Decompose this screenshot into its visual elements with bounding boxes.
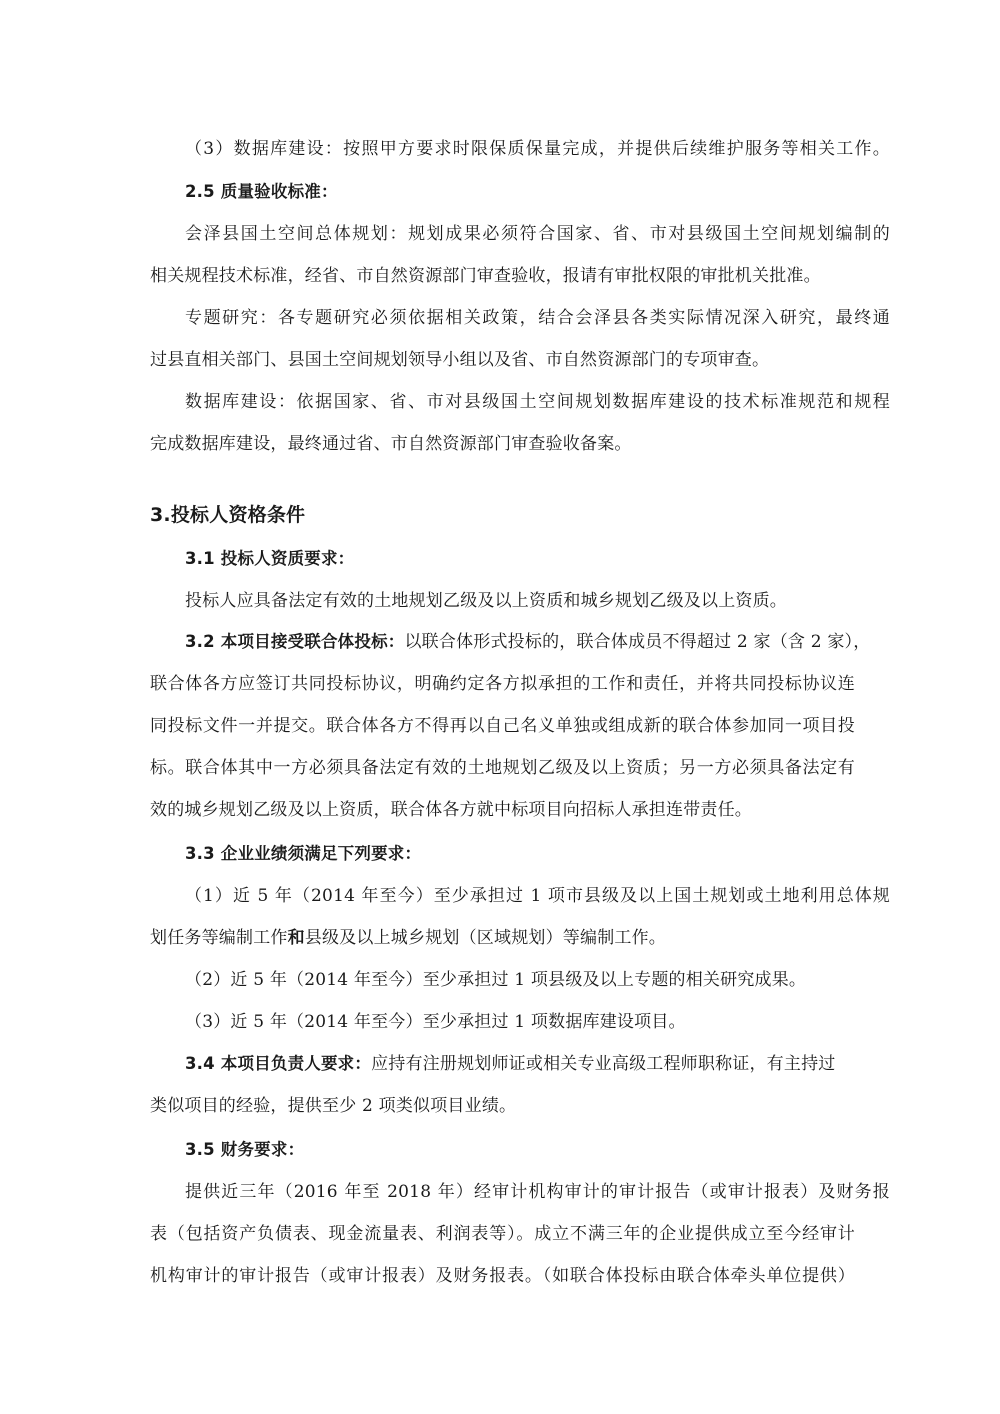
performance-text-and: 和	[287, 928, 305, 948]
heading-3-5: 3.5 财务要求：	[185, 1140, 305, 1159]
paragraph-financial-line-1: 提供近三年（2016 年至 2018 年）经审计机构审计的审计报告（或审计报表）及财务报	[185, 1182, 890, 1202]
paragraph-financial-line-3: 机构审计的审计报告（或审计报表）及财务报表。（如联合体投标由联合体牵头单位提供）	[150, 1266, 855, 1286]
performance-text-b: 县级及以上城乡规划（区域规划）等编制工作。	[304, 928, 667, 948]
paragraph-project-leader-line-1	[150, 1052, 890, 1076]
paragraph-project-leader-line-2: 类似项目的经验，提供至少 2 项类似项目业绩。	[150, 1096, 517, 1116]
heading-3-2: 3.2 本项目接受联合体投标：	[185, 632, 405, 651]
heading-2-5: 2.5 质量验收标准：	[185, 182, 338, 201]
paragraph-qualification: 投标人应具备法定有效的土地规划乙级及以上资质和城乡规划乙级及以上资质。	[185, 591, 787, 611]
paragraph-consortium-line-4: 标。联合体其中一方必须具备法定有效的土地规划乙级及以上资质；另一方必须具备法定有	[150, 758, 855, 778]
project-leader-text: 应持有注册规划师证或相关专业高级工程师职称证，有主持过	[371, 1054, 836, 1074]
performance-item-1-line-2	[150, 926, 855, 950]
performance-item-2: （2）近 5 年（2014 年至今）至少承担过 1 项县级及以上专题的相关研究成果。	[185, 970, 807, 990]
heading-3-1: 3.1 投标人资质要求：	[185, 549, 355, 568]
paragraph-consortium-line-1	[150, 630, 890, 654]
paragraph-overall-plan-line-1: 会泽县国土空间总体规划：规划成果必须符合国家、省、市对县级国土空间规划编制的	[185, 224, 890, 244]
paragraph-consortium-line-2: 联合体各方应签订共同投标协议，明确约定各方拟承担的工作和责任，并将共同投标协议连	[150, 674, 855, 694]
paragraph-database-line-1: 数据库建设：依据国家、省、市对县级国土空间规划数据库建设的技术标准规范和规程	[185, 392, 890, 412]
paragraph-database-construction: （3）数据库建设：按照甲方要求时限保质保量完成，并提供后续维护服务等相关工作。	[185, 139, 890, 159]
paragraph-database-line-2: 完成数据库建设，最终通过省、市自然资源部门审查验收备案。	[150, 434, 632, 454]
performance-text-a: 划任务等编制工作	[150, 928, 288, 948]
paragraph-overall-plan-line-2: 相关规程技术标准，经省、市自然资源部门审查验收，报请有审批权限的审批机关批准。	[150, 266, 821, 286]
paragraph-consortium-line-3: 同投标文件一并提交。联合体各方不得再以自己名义单独或组成新的联合体参加同一项目投	[150, 716, 855, 736]
consortium-text: 以联合体形式投标的，联合体成员不得超过 2 家（含 2 家），	[404, 632, 871, 652]
paragraph-consortium-line-5: 效的城乡规划乙级及以上资质，联合体各方就中标项目向招标人承担连带责任。	[150, 800, 752, 820]
section-heading-3: 3.投标人资格条件	[150, 504, 306, 526]
heading-3-4: 3.4 本项目负责人要求：	[185, 1054, 372, 1073]
performance-item-1-line-1: （1）近 5 年（2014 年至今）至少承担过 1 项市县级及以上国土规划或土地利用总体规	[185, 886, 890, 906]
paragraph-special-research-line-2: 过县直相关部门、县国土空间规划领导小组以及省、市自然资源部门的专项审查。	[150, 350, 770, 370]
heading-3-3: 3.3 企业业绩须满足下列要求：	[185, 844, 422, 863]
paragraph-financial-line-2: 表（包括资产负债表、现金流量表、利润表等）。成立不满三年的企业提供成立至今经审计	[150, 1224, 855, 1244]
performance-item-3: （3）近 5 年（2014 年至今）至少承担过 1 项数据库建设项目。	[185, 1012, 686, 1032]
paragraph-special-research-line-1: 专题研究：各专题研究必须依据相关政策，结合会泽县各类实际情况深入研究，最终通	[185, 308, 890, 328]
